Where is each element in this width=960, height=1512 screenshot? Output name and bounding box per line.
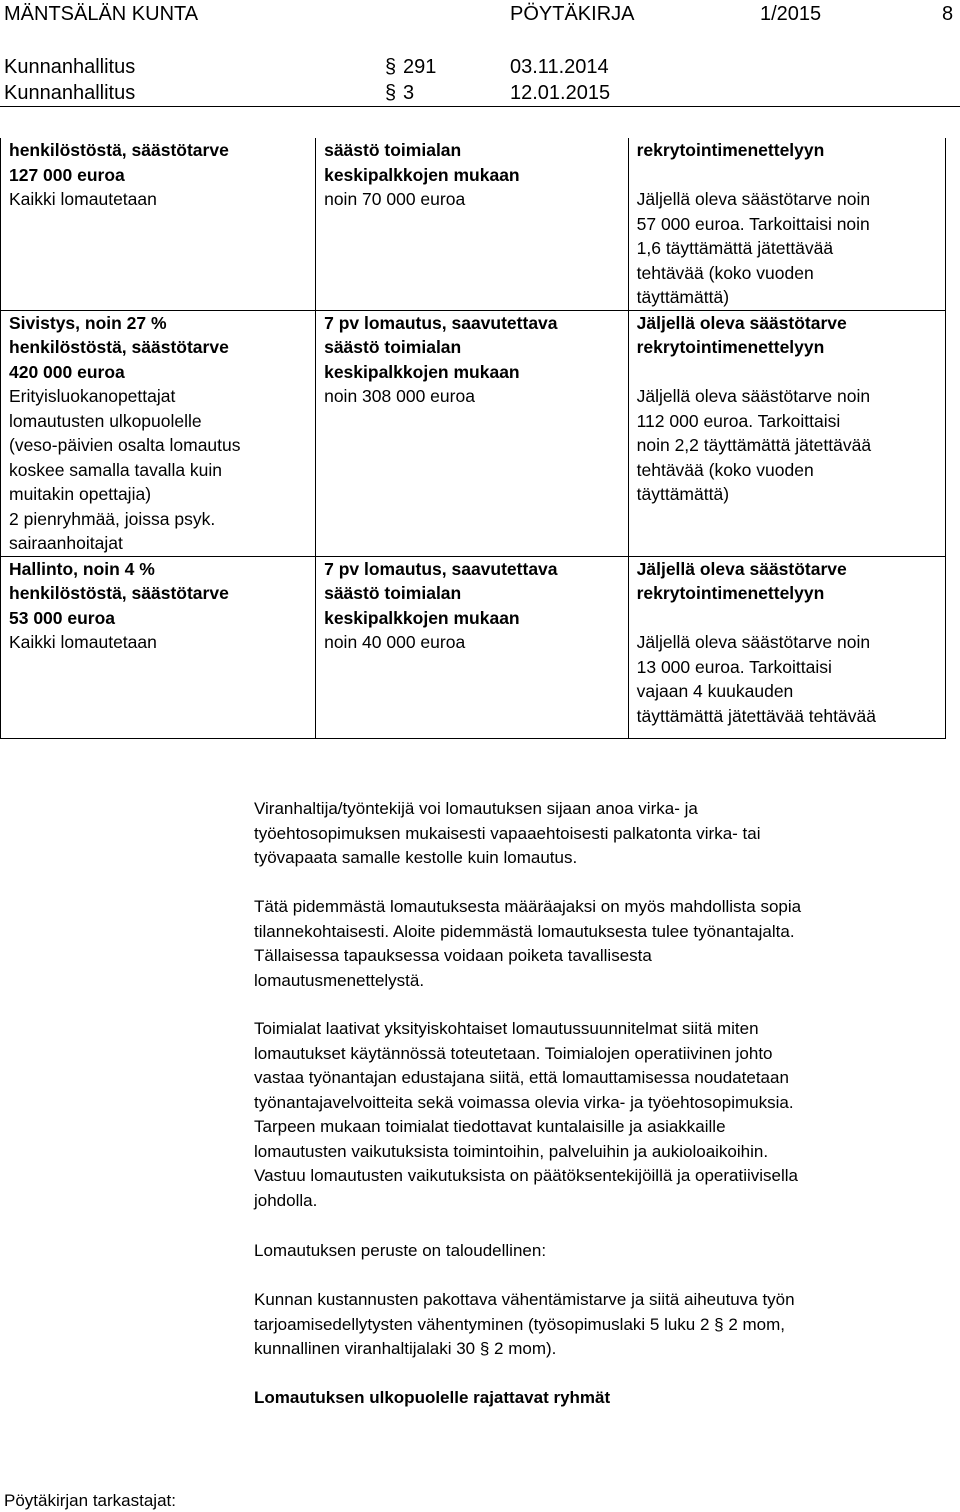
table-cell: 7 pv lomautus, saavutettava säästö toimialan keskipalkkojen mukaan [316,310,629,384]
table-cell: Sivistys, noin 27 % henkilöstöstä, säästötarve 420 000 euroa [1,310,316,384]
ref-number: 291 [403,56,437,78]
paragraph: Tätä pidemmästä lomautuksesta määräajaksi on myös mahdollista sopia tilannekohtaisesti. Aloite pidemmästä lomautuksesta tulee työnantajalta. Tällaisessa tapauksessa voidaan poiketa tavallisesta lomautusmenettelystä. [254,897,802,990]
table-row [1,138,946,187]
organization-name: MÄNTSÄLÄN KUNTA [4,3,199,25]
ref-body: Kunnanhallitus [4,56,136,78]
table-cell: Jäljellä oleva säästötarve noin 112 000 euroa. Tarkoittaisi noin 2,2 täyttämättä jätettävää tehtävää (koko vuoden täyttämättä) [628,384,945,556]
paragraph: Lomautuksen peruste on taloudellinen: [254,1241,547,1260]
table-cell: noin 40 000 euroa [316,630,629,739]
table-cell: Jäljellä oleva säästötarve noin 13 000 euroa. Tarkoittaisi vajaan 4 kuukauden täyttämättä jätettävää tehtävää [628,630,945,739]
table-cell: Jäljellä oleva säästötarve rekrytointimenettelyyn [628,556,945,630]
section-sign: § [385,82,397,104]
table-cell: Hallinto, noin 4 % henkilöstöstä, säästötarve 53 000 euroa [1,556,316,630]
paragraph: Viranhaltija/työntekijä voi lomautuksen sijaan anoa virka- ja työehtosopimuksen mukaisesti vapaaehtoisesti palkatonta virka- tai työvapaata samalle kestolle kuin lomautus. [254,799,761,867]
layoff-savings-table [0,138,946,739]
table-row [1,310,946,384]
section-heading: Lomautuksen ulkopuolelle rajattavat ryhmät [254,1388,611,1407]
table-cell: 7 pv lomautus, saavutettava säästö toimialan keskipalkkojen mukaan [316,556,629,630]
table-row [1,556,946,630]
ref-date: 03.11.2014 [510,56,609,78]
table-cell: Jäljellä oleva säästötarve noin 57 000 euroa. Tarkoittaisi noin 1,6 täyttämättä jätettävää tehtävää (koko vuoden täyttämättä) [628,187,945,310]
ref-number: 3 [403,82,415,104]
paragraph: Toimialat laativat yksityiskohtaiset lomautussuunnitelmat siitä miten lomautukset käytännössä toteutetaan. Toimialojen operatiivinen johto vastaa työnantajan edustajana siitä, että lomauttamisessa noudatetaan työnantajavelvoitteita sekä voimassa olevia virka- ja työehtosopimuksia. Tarpeen mukaan toimialat tiedottavat kuntalaisille ja asiakkaille lomautusten vaikutuksista toimintoihin, palveluihin ja aukioloaikoihin. Vastuu lomautusten vaikutuksista on päätöksentekijöillä ja operatiivisella johdolla. [254,1019,798,1210]
table-row [1,187,946,310]
table-row [1,630,946,739]
table-cell: rekrytointimenettelyyn [628,138,945,187]
header-rule [0,106,960,107]
document-number: 1/2015 [760,3,822,25]
document-type: PÖYTÄKIRJA [510,3,635,25]
table-cell: noin 70 000 euroa [316,187,629,310]
ref-body: Kunnanhallitus [4,82,136,104]
table-cell: noin 308 000 euroa [316,384,629,556]
footer-label: Pöytäkirjan tarkastajat: [4,1491,176,1510]
table-cell: säästö toimialan keskipalkkojen mukaan [316,138,629,187]
ref-date: 12.01.2015 [510,82,611,104]
table-cell: Erityisluokanopettajat lomautusten ulkopuolelle (veso-päivien osalta lomautus koskee samalla tavalla kuin muitakin opettajia) 2 pienryhmää, joissa psyk. sairaanhoitajat [1,384,316,556]
page-number: 8 [942,3,954,25]
table-cell: Jäljellä oleva säästötarve rekrytointimenettelyyn [628,310,945,384]
section-sign: § [385,56,397,78]
table-cell: henkilöstöstä, säästötarve 127 000 euroa [1,138,316,187]
paragraph: Kunnan kustannusten pakottava vähentämistarve ja siitä aiheutuva työn tarjoamisedellytysten vähentyminen (työsopimuslaki 5 luku 2 § 2 mom, kunnallinen viranhaltijalaki 30 § 2 mom). [254,1290,795,1358]
table-cell: Kaikki lomautetaan [1,630,316,739]
table-row [1,384,946,556]
table-cell: Kaikki lomautetaan [1,187,316,310]
